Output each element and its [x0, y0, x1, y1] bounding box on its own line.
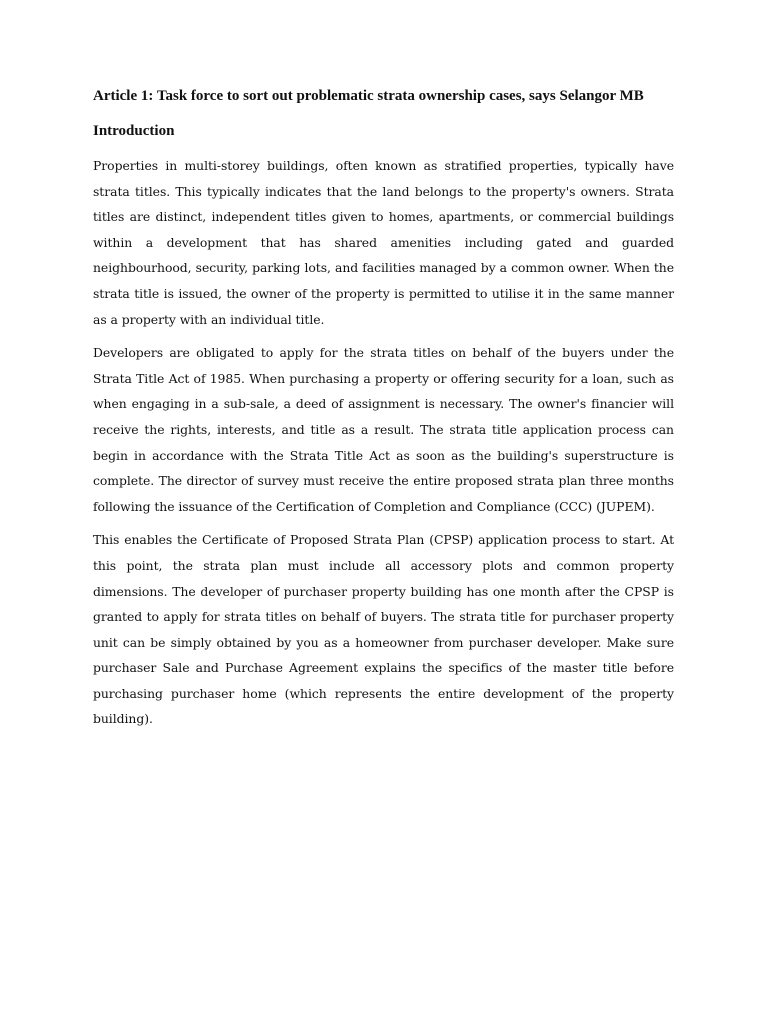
section-heading: Introduction — [93, 123, 175, 139]
paragraph-2: Developers are obligated to apply for the strata titles on behalf of the buyers under the Strata Title Act of 1985. When purchasing a property or offering security for a loan, such as when engaging in a sub-sale, a deed of assignment is necessary. The owner's financier will receive the rights, interests, and title as a result. The strata title application process can begin in accordance with the Strata Title Act as soon as the building's superstructure is complete. The director of survey must receive the entire proposed strata plan three months following the issuance of the Certification of Completion and Compliance (CCC) (JUPEM). — [93, 345, 674, 514]
paragraph-1: Properties in multi-storey buildings, often known as stratified properties, typically have strata titles. This typically indicates that the land belongs to the property's owners. Strata titles are distinct, independent titles given to homes, apartments, or commercial buildings within a development that has shared amenities including gated and guarded neighbourhood, security, parking lots, and facilities managed by a common owner. When the strata title is issued, the owner of the property is permitted to utilise it in the same manner as a property with an individual title. — [93, 158, 674, 327]
paragraph-3: This enables the Certificate of Proposed Strata Plan (CPSP) application process to start. At this point, the strata plan must include all accessory plots and common property dimensions. The developer of purchaser property building has one month after the CPSP is granted to apply for strata titles on behalf of buyers. The strata title for purchaser property unit can be simply obtained by you as a homeowner from purchaser developer. Make sure purchaser Sale and Purchase Agreement explains the specifics of the master title before purchasing purchaser home (which represents the entire development of the property building). — [93, 532, 674, 727]
article-title: Article 1: Task force to sort out problematic strata ownership cases, says Selangor MB — [93, 88, 644, 104]
document-page — [93, 86, 674, 740]
